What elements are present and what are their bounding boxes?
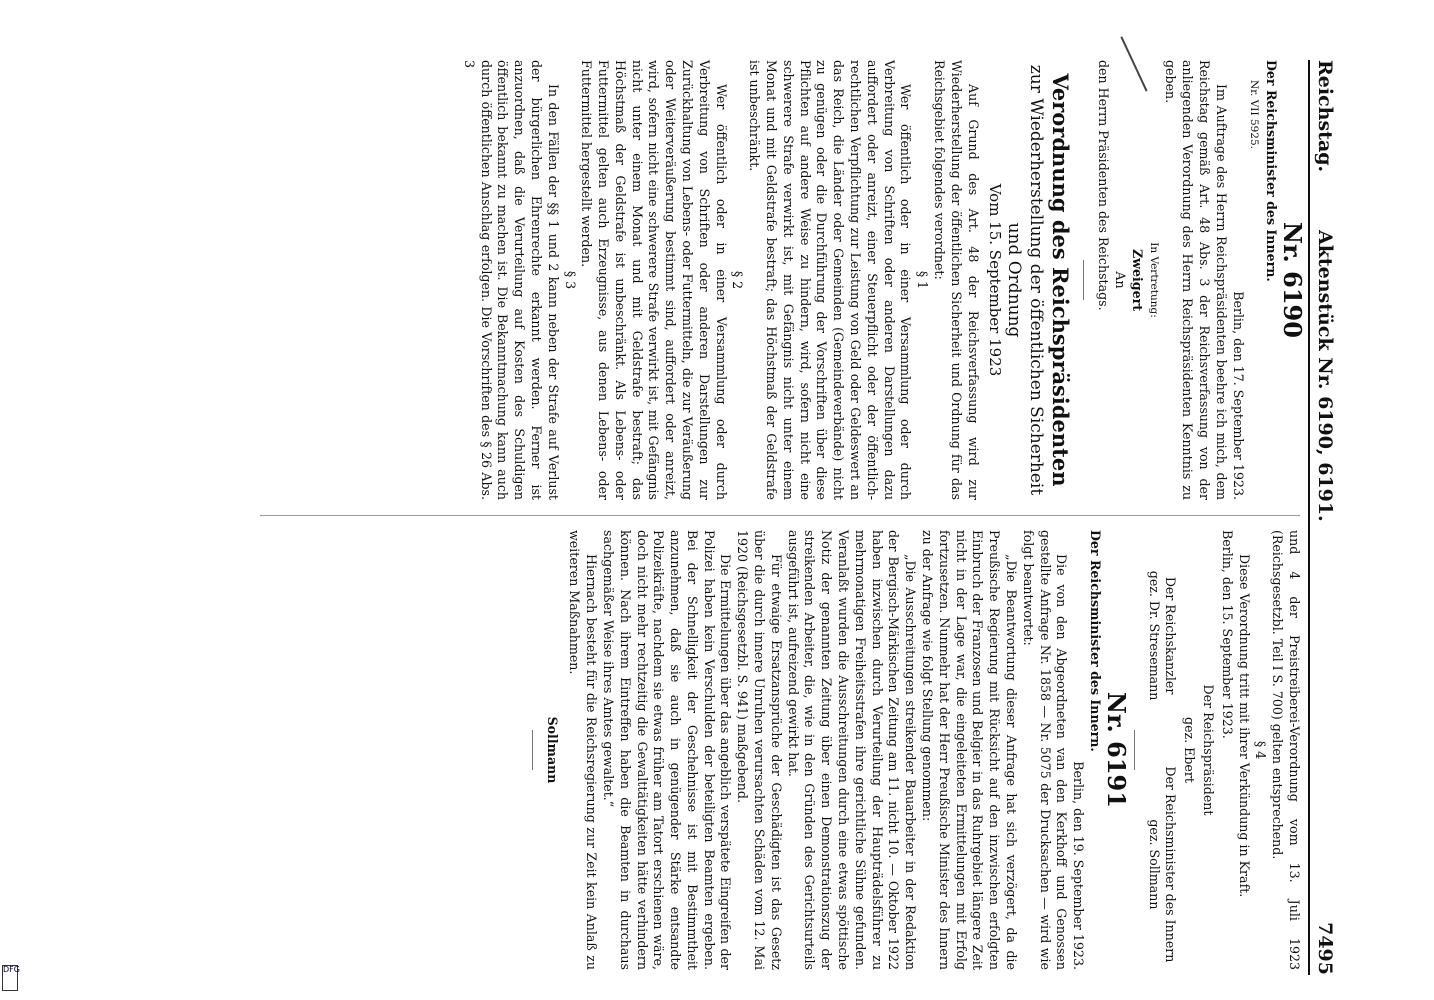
signer-6191: Sollmann [544,716,560,784]
deputy-label: In Vertretung: [1147,242,1160,318]
answer-paragraph-3: Für etwaige Ersatzansprüche der Geschädigten ist das Gesetz über die durch innere Unruhen verursachten Schäden vom 12. Mai 1920 (Reichsgesetzbl. S. 941) maßgebend. [735,530,784,970]
section-2-text: Wer öffentlich oder in einer Versammlung oder durch Verbreitung von Schriften oder anderen Darstellungen zur Zurückhaltung von Lebens- oder Futtermitteln, die zur Veräußerung oder Weiterveräußerung bestimmt sind, auffordert oder anreizt, wird, sofern nicht eine schwerere Strafe verwirkt ist, mit Gefängnis nicht unter einem Monat und mit Geldstrafe bestraft; das Höchstmaß der Geldstrafe ist unbeschränkt. Als Lebens- oder Futtermittel gelten auch Erzeugnisse, aus denen Lebens- oder Futtermittel hergestellt werden. [579,60,729,500]
answer-paragraph-2: „Die Ausschreitungen streikender Bauarbeiter in der Redaktion der Bergisch-Märkischen Zeitung am 11. nicht 10. — Oktober 1922 haben inzwischen durch Verurteilung der Haupträdelsführer zu mehrmonatigen Freiheitsstrafen ihre gerichtliche Sühne gefunden. Veranlaßt wurden die Ausschreitungen durch eine etwas spöttische Notiz der genannten Zeitung über einen Demonstrationszug der streikenden Arbeiter, die, wie in den Gründen des Gerichtsurteils ausgeführt ist, aufreizend gewirkt hat. [785,530,919,970]
signature-chancellor-name: gez. Dr. Stresemann [1146,570,1162,701]
divider [1083,260,1084,300]
answer-paragraph-1: „Die Beantwortung dieser Anfrage hat sich verzögert, da die Preußische Regierung mit Rücksicht auf den inzwischen erfolgten Einbruch der Franzosen und Belgier in das Ruhrgebiet längere Zeit nicht in der Lage war, die eingeleiteten Ermittelungen mit Erfolg fortzusetzen. Nunmehr hat der Herr Preußische Minister des Innern zu der Anfrage wie folgt Stellung genommen: [920,530,1020,970]
rotated-document [240,60,1340,975]
continuation-text: und 4 der Preistreiberei-Verordnung vom 13. Juli 1923 (Reichsgesetzbl. Teil I S. 700) gelten entsprechend. [1270,530,1302,970]
divider [532,730,533,770]
dfg-logo-text: DFG [3,965,20,974]
signature-president-title: Der Reichspräsident [1201,684,1217,816]
reference: Nr. VII 5925. [1248,80,1261,150]
to-label: An [1113,271,1129,289]
ordinance-date: Vom 15. September 1923 [986,183,1005,377]
left-column [460,60,1307,500]
signature-minister-name: gez. Sollmann [1146,819,1162,910]
section-4-text: Diese Verordnung tritt mit ihrer Verkündung in Kraft. [1236,554,1252,898]
doc-number-6190: Nr. 6190 [1278,222,1307,338]
ordinance-title: Verordnung des Reichspräsidenten [1048,73,1074,487]
right-column [522,530,1302,970]
answer-intro: Die von den Abgeordneten van den Kerkhoff und Genossen gestellte Anfrage Nr. 1858 — Nr. 5075 der Drucksachen — wird wie folgt beantwortet: [1020,530,1070,970]
answer-paragraph-4: Die Ermittelungen über das angeblich verspätete Eingreifen der Polizei haben kein Verschulden der beteiligten Beamten ergeben. Bei der Schnelligkeit der Geschehnisse ist mit Bestimmtheit anzunehmen, daß sie auch in genügender Stärke entsandte Polizeikräfte, nachdem sie etwas früher am Tatort erschienen wäre, doch nicht mehr rechtzeitig die Gewalttätigkeiten hätte verhindern können. Nach ihrem Eintreffen haben die Beamten in durchaus sachgemäßer Weise ihres Amtes gewaltet.“ [600,530,734,970]
signature-chancellor-title: Der Reichskanzler [1163,576,1179,695]
section-1-heading: § 1 [915,270,931,290]
letter-date-6191: Berlin, den 19. September 1923. [1071,761,1087,970]
dfg-logo [2,965,18,991]
section-2-heading: § 2 [730,270,746,290]
header-left: Reichstag. [1314,60,1336,173]
answer-conclusion: Hiernach besteht für die Reichsregierung zur Zeit kein Anlaß zu weiteren Maßnahmen. [567,530,600,970]
addressee: den Herrn Präsidenten des Reichstags. [1096,60,1112,311]
section-4-heading: § 4 [1253,740,1269,760]
ordinance-signing-date: Berlin, den 15. September 1923. [1219,530,1235,739]
signature-row [1145,530,1179,970]
column-divider [260,515,1300,516]
section-3-text: In den Fällen der §§ 1 und 2 kann neben der Strafe auf Verlust der bürgerlichen Ehrenrechte erkannt werden. Ferner ist anzuordnen, daß die Verurteilung auf Kosten des Schuldigen öffentlich bekannt zu machen ist. Die Bekanntmachung kann auch durch öffentlichen Anschlag erfolgen. Die Vorschriften des § 26 Abs. 3 [461,60,561,500]
signature-minister-title: Der Reichsminister des Innern [1163,766,1179,963]
header-center: Aktenstück Nr. 6190, 6191. [1314,230,1336,522]
page-number: 7495 [1314,922,1336,975]
divider [1134,730,1135,770]
letter-intro: Im Auftrage des Herrn Reichspräsidenten beehre ich mich, dem Reichstag gemäß Art. 48 Abs. 3 der Reichsverfassung von der anliegenden Verordnung des Herrn Reichspräsidenten Kenntnis zu geben. [1163,60,1229,500]
signer: Zweigert [1129,248,1145,312]
letter-date: Berlin, den 17. September 1923. [1230,291,1246,500]
preamble: Auf Grund des Art. 48 der Reichsverfassung wird zur Wiederherstellung der öffentlichen Sicherheit und Ordnung für das Reichsgebiet folgendes verordnet: [932,60,981,500]
section-3-heading: § 3 [562,270,578,290]
section-1-text: Wer öffentlich oder in einer Versammlung oder durch Verbreitung von Schriften oder anderen Darstellungen dazu auffordert oder anreizt, einer Steuerpflicht oder der öffentlich-rechtlichen Verpflichtung zur Leistung von Geld oder Geldeswert an das Reich, die Länder oder Gemeinden (Gemeindeverbände) nicht zu genügen oder die Durchführung der Vorschriften über diese Pflichten auf andere Weise zu hindern, wird, sofern nicht eine schwerere Strafe verwirkt ist, mit Gefängnis nicht unter einem Monat und mit Geldstrafe bestraft; das Höchstmaß der Geldstrafe ist unbeschränkt. [747,60,914,500]
sender: Der Reichsminister des Innern. [1264,60,1280,282]
ordinance-subtitle: zur Wiederherstellung der öffentlichen Sicherheit und Ordnung [1004,64,1047,496]
page-header [1308,60,1340,975]
sender-6191: Der Reichsminister des Innern. [1088,530,1104,752]
doc-number-6191: Nr. 6191 [1101,692,1131,808]
signature-president-name: gez. Ebert [1182,717,1198,783]
